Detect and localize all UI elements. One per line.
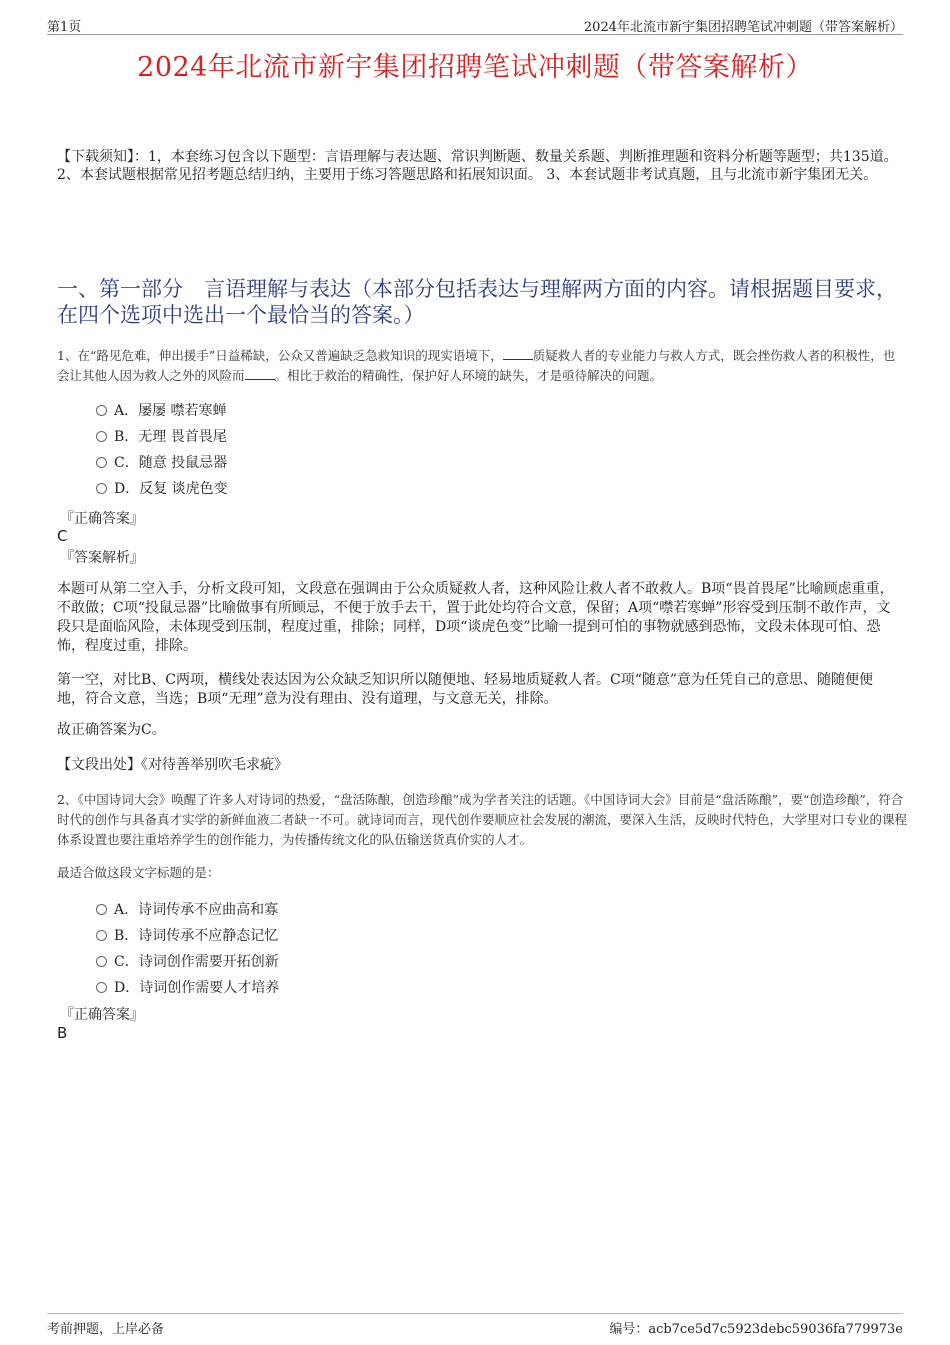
section-heading: 一、第一部分 言语理解与表达（本部分包括表达与理解两方面的内容。请根据题目要求，在四个选项中选出一个最恰当的答案。） <box>57 277 897 327</box>
page-footer <box>47 1313 903 1337</box>
question-1-text: 1、在“路见危难，伸出援手”日益稀缺，公众又普遍缺乏急救知识的现实语境下， 质疑救人者的专业能力与救人方式，既会挫伤救人者的积极性，也会让其他人因为救人之外的风险而 。相比于救治的精确性，保护好人环境的缺失，才是亟待解决的问题。 <box>57 348 896 383</box>
question-2-text: 2、《中国诗词大会》唤醒了许多人对诗词的热爱，“盘活陈酿，创造珍酿”成为学者关注的话题。《中国诗词大会》目前是“盘活陈酿”，要“创造珍酿”，符合时代的创作与具备真才实学的新鲜血液二者缺一不可。就诗词而言，现代创作要顺应社会发展的潮流，要深入生活，反映时代特色，大学里对口专业的课程体系设置也要注重培养学生的创作能力，为传播传统文化的队伍输送货真价实的人才。 <box>57 792 908 847</box>
analysis-label: 『答案解析』 <box>60 550 144 566</box>
question-1-options <box>96 398 228 502</box>
question-2-prompt: 最适合做这段文字标题的是： <box>57 865 220 880</box>
radio-icon[interactable] <box>96 956 107 967</box>
radio-icon[interactable] <box>96 457 107 468</box>
option-c[interactable]: C．随意 投鼠忌器 <box>96 450 228 476</box>
header-doc-title: 2024年北流市新宇集团招聘笔试冲刺题（带答案解析） <box>583 20 903 35</box>
radio-icon[interactable] <box>96 405 107 416</box>
option-c[interactable]: C．诗词创作需要开拓创新 <box>96 949 279 975</box>
option-d[interactable]: D．诗词创作需要人才培养 <box>96 975 279 1001</box>
download-notice: 【下载须知】：1，本套练习包含以下题型：言语理解与表达题、常识判断题、数量关系题、判断推理题和资料分析题等题型；共135道。 2、本套试题根据常见招考题总结归纳，主要用于练习答题思路和拓展知识面。 3、本套试题非考试真题，且与北流市新宇集团无关。 <box>57 149 898 183</box>
radio-icon[interactable] <box>96 431 107 442</box>
analysis-paragraph-2: 第一空，对比B、C两项，横线处表达因为公众缺乏知识所以随便地、轻易地质疑救人者。C项“随意”意为任凭自己的意思、随随便便地，符合文意，当选；B项“无理”意为没有理由、没有道理，与文意无关，排除。 <box>57 672 874 707</box>
radio-icon[interactable] <box>96 982 107 993</box>
analysis-conclusion: 故正确答案为C。 <box>57 722 166 738</box>
question-2-options <box>96 897 279 1001</box>
option-b[interactable]: B．诗词传承不应静态记忆 <box>96 923 279 949</box>
correct-answer-value: B <box>57 1024 68 1042</box>
footer-slogan: 考前押题，上岸必备 <box>47 1322 165 1337</box>
blank-1 <box>503 347 533 360</box>
correct-answer-label: 『正确答案』 <box>60 511 144 527</box>
radio-icon[interactable] <box>96 483 107 494</box>
source-citation: 【文段出处】《对待善举别吹毛求疵》 <box>57 757 288 773</box>
option-a[interactable]: A．屡屡 噤若寒蝉 <box>96 398 228 424</box>
option-a[interactable]: A．诗词传承不应曲高和寡 <box>96 897 279 923</box>
correct-answer-label: 『正确答案』 <box>60 1007 144 1023</box>
radio-icon[interactable] <box>96 930 107 941</box>
correct-answer-value: C <box>57 527 68 545</box>
option-d[interactable]: D．反复 谈虎色变 <box>96 476 228 502</box>
option-b[interactable]: B．无理 畏首畏尾 <box>96 424 228 450</box>
blank-2 <box>245 367 275 380</box>
footer-doc-id: 编号：acb7ce5d7c5923debc59036fa779973e <box>609 1322 903 1337</box>
page-header <box>47 14 903 35</box>
analysis-paragraph-1: 本题可从第二空入手，分析文段可知，文段意在强调由于公众质疑救人者，这种风险让救人者不敢救人。B项“畏首畏尾”比喻顾虑重重，不敢做；C项“投鼠忌器”比喻做事有所顾忌，不便于放手去干，置于此处均符合文意，保留；A项“噤若寒蝉”形容受到压制不敢作声，文段只是面临风险，未体现受到压制，程度过重，排除；同样，D项“谈虎色变”比喻一提到可怕的事物就感到恐怖，文段未体现可怕、恐怖，程度过重，排除。 <box>57 581 894 654</box>
radio-icon[interactable] <box>96 904 107 915</box>
page-title: 2024年北流市新宇集团招聘笔试冲刺题（带答案解析） <box>137 52 813 83</box>
page-number: 第1页 <box>47 20 82 35</box>
